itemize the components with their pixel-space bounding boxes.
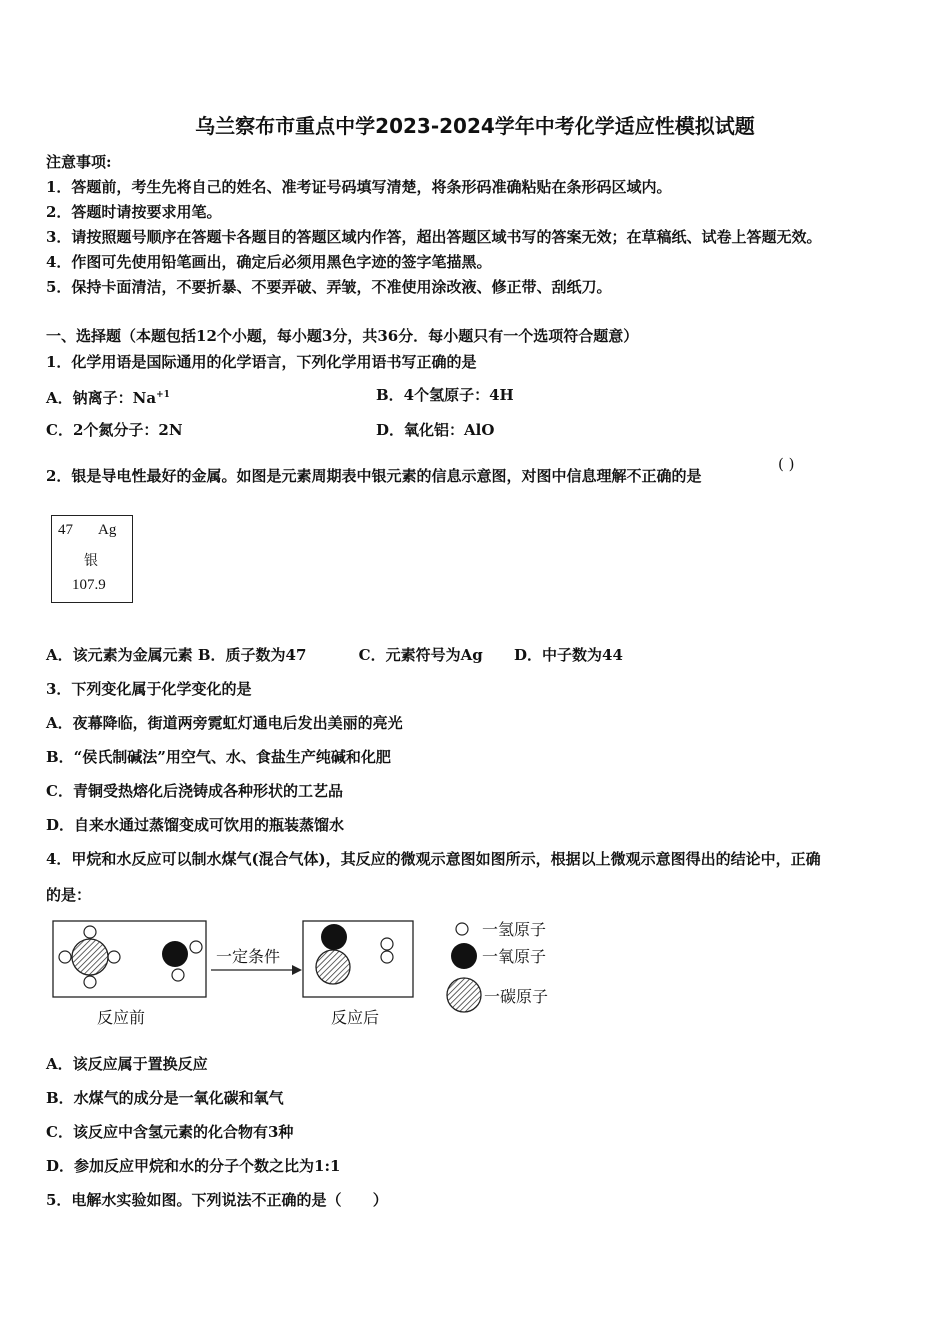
q1-stem: 1．化学用语是国际通用的化学语言，下列化学用语书写正确的是 <box>46 353 477 371</box>
atomic-mass: 107.9 <box>72 577 106 593</box>
notice-item: 1．答题前，考生先将自己的姓名、准考证号码填写清楚，将条形码准确粘贴在条形码区域内。 <box>46 178 672 196</box>
q3-option-a: A．夜幕降临，街道两旁霓虹灯通电后发出美丽的亮光 <box>46 714 403 732</box>
q5-stem: 5．电解水实验如图。下列说法不正确的是（ ） <box>46 1191 388 1209</box>
after-label: 反应后 <box>331 1008 380 1027</box>
notice-item: 4．作图可先使用铅笔画出，确定后必须用黑色字迹的签字笔描黑。 <box>46 253 492 271</box>
oxygen-atom-icon <box>451 943 477 969</box>
notice-item: 2．答题时请按要求用笔。 <box>46 203 222 221</box>
element-name: 银 <box>84 553 98 569</box>
water-molecule <box>162 941 202 981</box>
q3-option-c: C．青铜受热熔化后浇铸成各种形状的工艺品 <box>46 782 343 800</box>
q4-option-b: B．水煤气的成分是一氧化碳和氧气 <box>46 1089 284 1107</box>
hydrogen-atom-icon <box>456 923 468 935</box>
q1-option-a-charge: +1 <box>156 390 170 400</box>
q4-stem-line1: 4．甲烷和水反应可以制水煤气(混合气体)，其反应的微观示意图如图所示，根据以上微观示意图得出的结论中，正确 <box>46 850 821 868</box>
q1-option-d: D．氧化铝：AlO <box>376 421 495 439</box>
q2-answer-paren: ( ) <box>778 455 795 473</box>
legend-carbon: 一碳原子 <box>484 987 549 1006</box>
element-symbol: Ag <box>98 522 117 538</box>
carbon-atom-icon <box>447 978 481 1012</box>
q1-option-b: B．4个氢原子：4H <box>376 386 514 404</box>
q3-option-b: B．“侯氏制碱法”用空气、水、食盐生产纯碱和化肥 <box>46 748 391 766</box>
q4-option-c: C．该反应中含氢元素的化合物有3种 <box>46 1123 294 1141</box>
notice-item: 3．请按照题号顺序在答题卡各题目的答题区域内作答，超出答题区域书写的答案无效；在草稿纸、试卷上答题无效。 <box>46 228 822 246</box>
legend-oxygen: 一氧原子 <box>482 947 547 966</box>
page-title: 乌兰察布市重点中学2023-2024学年中考化学适应性模拟试题 <box>195 114 755 138</box>
q3-option-d: D．自来水通过蒸馏变成可饮用的瓶装蒸馏水 <box>46 816 345 834</box>
atomic-number: 47 <box>58 522 73 538</box>
q1-option-a-text: A．钠离子：Na <box>46 389 157 407</box>
notice-item: 5．保持卡面清洁，不要折暴、不要弄破、弄皱，不准使用涂改液、修正带、刮纸刀。 <box>46 278 612 296</box>
q4-stem-line2: 的是： <box>46 886 92 904</box>
q2-options: A．该元素为金属元素 B．质子数为47 C．元素符号为Ag D．中子数为44 <box>46 646 623 664</box>
q4-option-d: D．参加反应甲烷和水的分子个数之比为1:1 <box>46 1157 341 1175</box>
q1-option-c: C．2个氮分子：2N <box>46 421 183 439</box>
legend-hydrogen: 一氢原子 <box>482 920 547 939</box>
q2-stem: 2．银是导电性最好的金属。如图是元素周期表中银元素的信息示意图，对图中信息理解不正确的是 <box>46 467 702 485</box>
methane-molecule <box>59 926 120 988</box>
before-label: 反应前 <box>97 1008 146 1027</box>
reaction-condition: 一定条件 <box>216 947 281 966</box>
q3-stem: 3．下列变化属于化学变化的是 <box>46 680 252 698</box>
section-heading: 一、选择题（本题包括12个小题，每小题3分，共36分．每小题只有一个选项符合题意） <box>46 327 639 345</box>
hydrogen-molecule <box>381 938 393 963</box>
carbon-monoxide-molecule <box>316 924 350 984</box>
notice-heading: 注意事项: <box>46 153 112 171</box>
q4-option-a: A．该反应属于置换反应 <box>46 1055 208 1073</box>
